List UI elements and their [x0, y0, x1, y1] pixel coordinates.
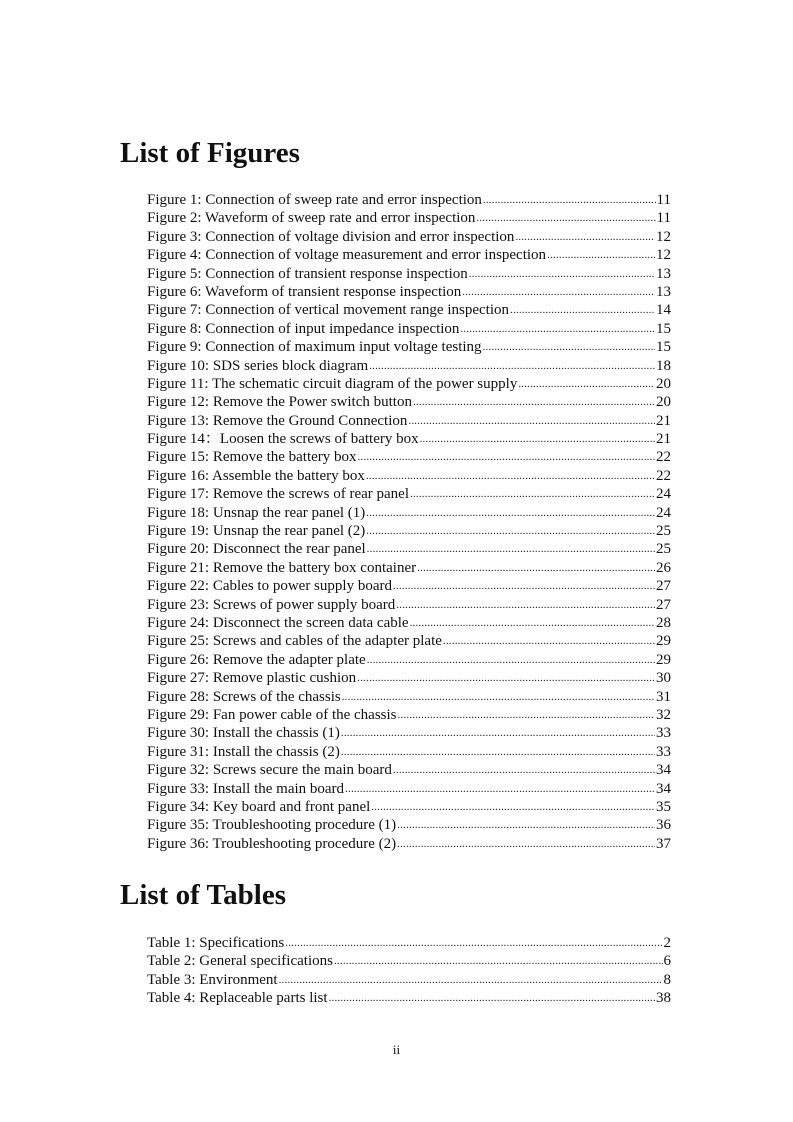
figure-entry[interactable]: [147, 485, 671, 503]
dot-leader: [420, 429, 655, 448]
figure-entry[interactable]: [147, 540, 671, 558]
figure-entry-page-number: 32: [656, 706, 671, 723]
dot-leader: [371, 797, 655, 816]
figure-entry[interactable]: [147, 614, 671, 632]
figure-entry-page-number: 22: [656, 449, 671, 466]
table-entry-label: Table 3: Environment: [147, 971, 278, 988]
figure-entry-label: Figure 2: Waveform of sweep rate and error inspection: [147, 210, 476, 227]
figure-entry-label: Figure 4: Connection of voltage measurement and error inspection: [147, 247, 547, 264]
figure-entry[interactable]: [147, 743, 671, 761]
tables-list: [147, 934, 671, 1008]
list-of-figures-heading: List of Figures: [120, 137, 300, 169]
figure-entry-label: Figure 16: Assemble the battery box: [147, 467, 365, 484]
figure-entry-page-number: 12: [656, 228, 671, 245]
dot-leader: [469, 264, 655, 283]
figure-entry-page-number: 15: [656, 339, 671, 356]
figure-entry-label: Figure 21: Remove the battery box container: [147, 559, 417, 576]
figure-entry-page-number: 18: [656, 357, 671, 374]
figure-entry[interactable]: [147, 375, 671, 393]
figure-entry[interactable]: [147, 761, 671, 779]
dot-leader: [358, 447, 655, 466]
dot-leader: [510, 300, 655, 319]
figure-entry-page-number: 20: [656, 394, 671, 411]
figure-entry-label: Figure 34: Key board and front panel: [147, 798, 371, 815]
figure-entry-page-number: 14: [656, 302, 671, 319]
figure-entry-page-number: 15: [656, 320, 671, 337]
figure-entry[interactable]: [147, 191, 671, 209]
figure-entry-page-number: 34: [656, 762, 671, 779]
figure-entry-label: Figure 11: The schematic circuit diagram of the power supply: [147, 375, 518, 392]
figure-entry-page-number: 27: [656, 578, 671, 595]
figure-entry[interactable]: [147, 559, 671, 577]
table-entry-page-number: 8: [663, 971, 671, 988]
dot-leader: [334, 951, 663, 970]
dot-leader: [285, 933, 662, 952]
table-entry-label: Table 4: Replaceable parts list: [147, 990, 328, 1007]
figure-entry-page-number: 33: [656, 725, 671, 742]
figure-entry[interactable]: [147, 632, 671, 650]
figure-entry-label: Figure 28: Screws of the chassis: [147, 688, 341, 705]
figure-entry[interactable]: [147, 246, 671, 264]
figure-entry-label: Figure 23: Screws of power supply board: [147, 596, 396, 613]
figure-entry-label: Figure 27: Remove plastic cushion: [147, 670, 357, 687]
figure-entry-label: Figure 30: Install the chassis (1): [147, 725, 340, 742]
dot-leader: [341, 723, 655, 742]
figure-entry-label: Figure 5: Connection of transient response inspection: [147, 265, 468, 282]
figure-entry-page-number: 21: [656, 431, 671, 448]
figure-entry-page-number: 22: [656, 467, 671, 484]
figure-entry[interactable]: [147, 522, 671, 540]
figure-entry-label: Figure 26: Remove the adapter plate: [147, 651, 366, 668]
figure-entry[interactable]: [147, 283, 671, 301]
figure-entry[interactable]: [147, 357, 671, 375]
dot-leader: [279, 970, 663, 989]
figure-entry[interactable]: [147, 448, 671, 466]
dot-leader: [547, 245, 655, 264]
dot-leader: [393, 576, 655, 595]
dot-leader: [398, 705, 655, 724]
figure-entry[interactable]: [147, 228, 671, 246]
figure-entry-label: Figure 12: Remove the Power switch button: [147, 394, 412, 411]
dot-leader: [413, 392, 655, 411]
dot-leader: [483, 337, 655, 356]
figure-entry-page-number: 24: [656, 486, 671, 503]
figure-entry[interactable]: [147, 798, 671, 816]
figure-entry[interactable]: [147, 301, 671, 319]
table-entry-label: Table 2: General specifications: [147, 953, 333, 970]
dot-leader: [408, 411, 655, 430]
dot-leader: [518, 374, 655, 393]
figure-entry[interactable]: [147, 724, 671, 742]
dot-leader: [396, 595, 655, 614]
figure-entry-label: Figure 7: Connection of vertical movement range inspection: [147, 302, 509, 319]
figure-entry-label: Figure 1: Connection of sweep rate and error inspection: [147, 192, 482, 208]
dot-leader: [366, 503, 655, 522]
figure-entry-label: Figure 29: Fan power cable of the chassis: [147, 706, 397, 723]
dot-leader: [357, 668, 655, 687]
figure-entry[interactable]: [147, 577, 671, 595]
page-number: ii: [392, 1042, 401, 1057]
figure-entry[interactable]: [147, 669, 671, 687]
table-entry[interactable]: [147, 989, 671, 1007]
figure-entry-label: Figure 18: Unsnap the rear panel (1): [147, 504, 366, 521]
figure-entry-page-number: 26: [656, 559, 671, 576]
figure-entry-page-number: 12: [656, 247, 671, 264]
dot-leader: [369, 356, 655, 375]
dot-leader: [342, 687, 655, 706]
figure-entry[interactable]: [147, 393, 671, 411]
table-entry[interactable]: [147, 934, 671, 952]
figure-entry[interactable]: [147, 780, 671, 798]
figure-entry-page-number: 33: [656, 743, 671, 760]
figure-entry-page-number: 25: [656, 541, 671, 558]
list-of-tables-heading: List of Tables: [120, 879, 286, 911]
figure-entry-label: Figure 35: Troubleshooting procedure (1): [147, 817, 397, 834]
figure-entry-label: Figure 19: Unsnap the rear panel (2): [147, 523, 366, 540]
dot-leader: [483, 190, 656, 209]
figure-entry-label: Figure 15: Remove the battery box: [147, 449, 357, 466]
figure-entry-page-number: 35: [656, 798, 671, 815]
figure-entry-label: Figure 13: Remove the Ground Connection: [147, 412, 408, 429]
figure-entry[interactable]: [147, 816, 671, 834]
figure-entry-page-number: 28: [656, 614, 671, 631]
figure-entry[interactable]: [147, 706, 671, 724]
dot-leader: [341, 742, 655, 761]
figure-entry-label: Figure 25: Screws and cables of the adapter plate: [147, 633, 442, 650]
figure-entry-label: Figure 3: Connection of voltage division and error inspection: [147, 228, 515, 245]
dot-leader: [515, 227, 655, 246]
figure-entry[interactable]: [147, 412, 671, 430]
table-entry-page-number: 38: [656, 990, 671, 1007]
dot-leader: [410, 613, 655, 632]
figure-entry[interactable]: [147, 651, 671, 669]
figure-entry[interactable]: [147, 338, 671, 356]
table-entry-label: Table 1: Specifications: [147, 935, 285, 951]
figure-entry-label: Figure 31: Install the chassis (2): [147, 743, 340, 760]
figure-entry[interactable]: [147, 596, 671, 614]
figure-entry-label: Figure 9: Connection of maximum input voltage testing: [147, 339, 482, 356]
dot-leader: [397, 815, 655, 834]
figure-entry-page-number: 25: [656, 523, 671, 540]
figure-entry[interactable]: [147, 688, 671, 706]
figure-entry-page-number: 21: [656, 412, 671, 429]
figure-entry-page-number: 34: [656, 780, 671, 797]
figure-entry[interactable]: [147, 467, 671, 485]
table-entry[interactable]: [147, 971, 671, 989]
figure-entry-label: Figure 22: Cables to power supply board: [147, 578, 392, 595]
dot-leader: [443, 631, 655, 650]
figure-entry-page-number: 29: [656, 651, 671, 668]
table-entry[interactable]: [147, 952, 671, 970]
figure-entry-label: Figure 17: Remove the screws of rear panel: [147, 486, 409, 503]
figure-entry-page-number: 11: [656, 210, 671, 227]
figure-entry-page-number: 36: [656, 817, 671, 834]
figure-entry-label: Figure 10: SDS series block diagram: [147, 357, 369, 374]
figure-entry-label: Figure 8: Connection of input impedance inspection: [147, 320, 460, 337]
table-entry-page-number: 2: [663, 935, 671, 951]
figure-entry-label: Figure 36: Troubleshooting procedure (2): [147, 835, 397, 852]
figure-entry-label: Figure 24: Disconnect the screen data cable: [147, 614, 409, 631]
figure-entry-page-number: 11: [656, 192, 671, 208]
dot-leader: [366, 466, 655, 485]
figure-entry-page-number: 29: [656, 633, 671, 650]
figure-entry-page-number: 31: [656, 688, 671, 705]
figure-entry[interactable]: [147, 430, 671, 448]
dot-leader: [329, 988, 655, 1007]
figures-list: [147, 191, 671, 853]
figure-entry-label: Figure 33: Install the main board: [147, 780, 345, 797]
dot-leader: [417, 558, 655, 577]
dot-leader: [462, 282, 655, 301]
dot-leader: [367, 650, 655, 669]
figure-entry-page-number: 30: [656, 670, 671, 687]
figure-entry-page-number: 20: [656, 375, 671, 392]
dot-leader: [367, 539, 655, 558]
figure-entry-page-number: 13: [656, 283, 671, 300]
figure-entry-page-number: 27: [656, 596, 671, 613]
dot-leader: [393, 760, 655, 779]
figure-entry-page-number: 24: [656, 504, 671, 521]
table-entry-page-number: 6: [663, 953, 671, 970]
figure-entry[interactable]: [147, 320, 671, 338]
figure-entry-page-number: 13: [656, 265, 671, 282]
figure-entry-label: Figure 6: Waveform of transient response inspection: [147, 283, 462, 300]
figure-entry[interactable]: [147, 265, 671, 283]
dot-leader: [397, 834, 655, 853]
figure-entry[interactable]: [147, 835, 671, 853]
figure-entry-label: Figure 14：Loosen the screws of battery box: [147, 431, 419, 448]
figure-entry-label: Figure 20: Disconnect the rear panel: [147, 541, 366, 558]
dot-leader: [345, 779, 655, 798]
dot-leader: [410, 484, 655, 503]
dot-leader: [476, 208, 655, 227]
figure-entry-page-number: 37: [656, 835, 671, 852]
figure-entry-label: Figure 32: Screws secure the main board: [147, 762, 392, 779]
dot-leader: [460, 319, 655, 338]
dot-leader: [366, 521, 655, 540]
figure-entry[interactable]: [147, 209, 671, 227]
figure-entry[interactable]: [147, 504, 671, 522]
